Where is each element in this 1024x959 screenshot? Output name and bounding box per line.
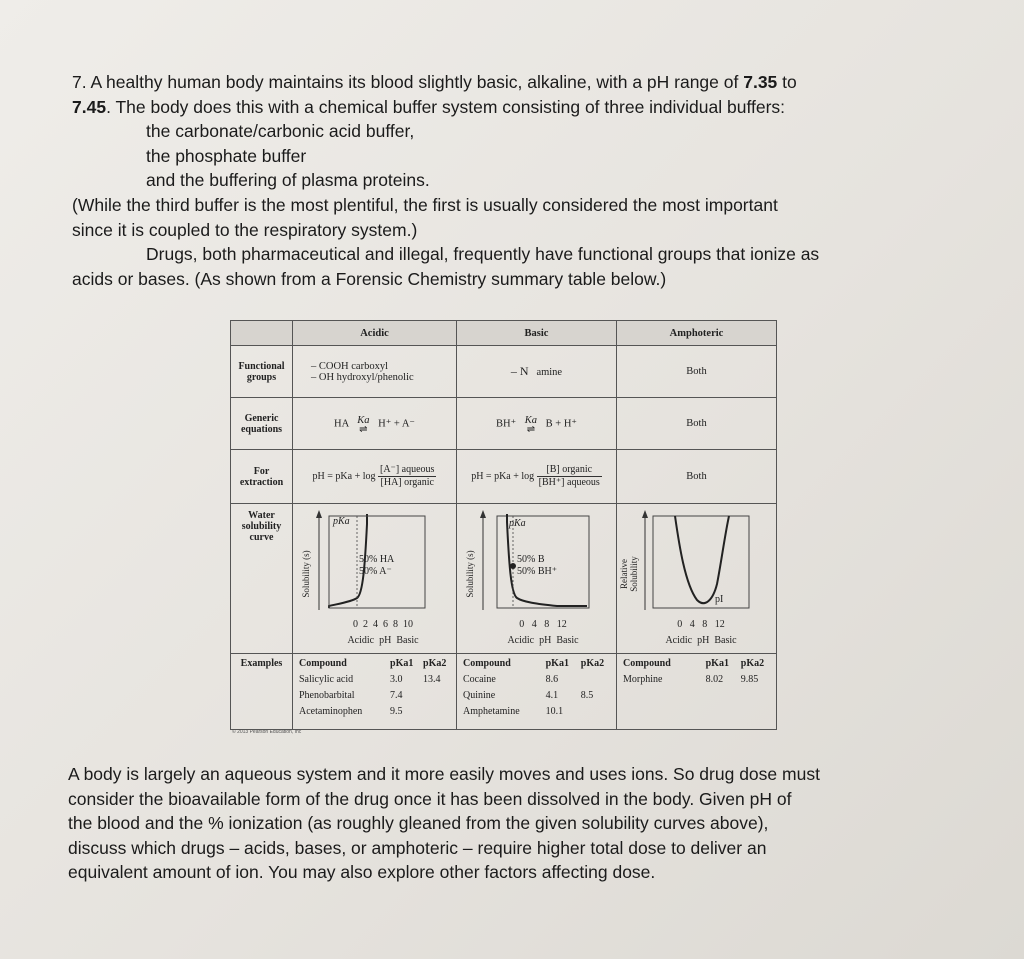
basic-examples-head: Compound pKa1 pKa2 — [463, 658, 605, 669]
drugs-line-1: Drugs, both pharmaceutical and illegal, frequently have functional groups that ionize as — [146, 244, 820, 265]
acidic-x-axis-label: Acidic pH Basic — [347, 635, 419, 646]
basic-examples-table — [460, 656, 613, 720]
equilibrium-arrow-icon: Ka ⇌ — [357, 414, 370, 435]
acidic-curve-plot — [293, 504, 457, 650]
amine-symbol: – N — [510, 364, 529, 378]
row-examples — [231, 654, 777, 730]
acidic-examples-table — [296, 656, 453, 720]
paren-line-1: (While the third buffer is the most plentiful, the first is usually considered the most important — [72, 194, 778, 215]
question-line-2: 7.45. The body does this with a chemical buffer system consisting of three individual buffers: — [72, 96, 786, 117]
discussion-prompt — [68, 762, 948, 885]
row-label-water: Water solubility curve — [231, 504, 293, 654]
basic-extraction-equation: pH = pKa + log $\frac{\text{[B] organic}}{\text{[BH⁺] aqueous}}$ — [457, 450, 617, 504]
forensic-summary-table — [230, 320, 776, 726]
amphoteric-examples — [617, 654, 777, 730]
amph-ticks: 0 4 8 12 — [677, 619, 725, 630]
basic-ylabel: Solubility (s) — [465, 550, 475, 598]
acidic-examples — [293, 654, 457, 730]
basic-y-arrow-icon — [480, 510, 486, 518]
acidic-examples-head: Compound pKa1 pKa2 — [299, 658, 447, 669]
row-label-examples: Examples — [231, 654, 293, 730]
drugs-line-2: acids or bases. (As shown from a Forensic Chemistry summary table below.) — [72, 268, 667, 289]
header-amphoteric: Amphoteric — [617, 321, 777, 346]
paren-line-2: since it is coupled to the respiratory system.) — [72, 219, 418, 240]
row-generic-equations — [231, 398, 777, 450]
amphoteric-extraction: Both — [617, 450, 777, 504]
basic-functional-groups: – N amine — [457, 346, 617, 398]
amphoteric-functional-groups: Both — [617, 346, 777, 398]
ph-high: 7.45 — [72, 96, 107, 117]
row-functional-groups — [231, 346, 777, 398]
footer-line-2: consider the bioavailable form of the drug once it has been dissolved in the body. Given pH of — [68, 788, 792, 809]
row-label-generic: Generic equations — [231, 398, 293, 450]
buffer-1: the carbonate/carbonic acid buffer, — [146, 121, 415, 142]
buffer-3: and the buffering of plasma proteins. — [146, 170, 430, 191]
table-row: Morphine 8.02 9.85 — [623, 674, 759, 685]
row-label-extraction: For extraction — [231, 450, 293, 504]
row-water-solubility — [231, 504, 777, 654]
basic-midpoint-dot — [510, 563, 516, 569]
amphoteric-curve-plot — [617, 504, 777, 650]
amph-ylabel-2: Solubility — [629, 556, 639, 592]
acidic-y-arrow-icon — [316, 510, 322, 518]
question-line-1: 7. A healthy human body maintains its blood slightly basic, alkaline, with a pH range of 7.35 to — [72, 72, 797, 92]
acidic-pka-label: pKa — [333, 516, 350, 527]
basic-note-b: 50% B — [517, 554, 545, 565]
buffer-2: the phosphate buffer — [146, 145, 307, 166]
basic-pka-label: pKa — [509, 518, 526, 529]
amph-ylabel-1: Relative — [619, 559, 629, 589]
acidic-solubility-curve — [293, 504, 457, 654]
footer-line-1: A body is largely an aqueous system and it more easily moves and uses ions. So drug dose must — [68, 764, 820, 784]
corner-cell — [231, 321, 293, 346]
amphoteric-solubility-curve — [617, 504, 777, 654]
header-basic: Basic — [457, 321, 617, 346]
acidic-ticks: 0 2 4 6 8 10 — [353, 619, 413, 630]
acidic-ylabel: Solubility (s) — [301, 550, 311, 598]
header-acidic: Acidic — [293, 321, 457, 346]
footer-line-4: discuss which drugs – acids, bases, or amphoteric – require higher total dose to deliver an — [68, 837, 767, 858]
table-row: Amphetamine 10.1 — [463, 706, 564, 717]
amphoteric-generic: Both — [617, 398, 777, 450]
amphoteric-examples-head: Compound pKa1 pKa2 — [623, 658, 765, 669]
amph-curve — [675, 516, 729, 603]
basic-ticks: 0 4 8 12 — [519, 619, 567, 630]
basic-curve-plot — [457, 504, 617, 650]
table-row: Quinine 4.1 8.5 — [463, 690, 594, 701]
footer-line-5: equivalent amount of ion. You may also explore other factors affecting dose. — [68, 862, 656, 883]
basic-solubility-curve — [457, 504, 617, 654]
acidic-note-a: 50% A⁻ — [359, 566, 392, 577]
basic-examples — [457, 654, 617, 730]
row-label-functional: Functional groups — [231, 346, 293, 398]
acidic-extraction-equation: pH = pKa + log $\frac{\text{[A⁻] aqueous}}{\text{[HA] organic}}$ — [293, 450, 457, 504]
basic-generic-equation: BH⁺ Ka ⇌ B + H⁺ — [457, 398, 617, 450]
table-row: Salicylic acid 3.0 13.4 — [299, 674, 441, 685]
amph-y-arrow-icon — [642, 510, 648, 518]
basic-note-bh: 50% BH⁺ — [517, 566, 557, 577]
amph-plot-box — [653, 516, 749, 608]
ph-low: 7.35 — [743, 72, 778, 92]
footer-line-3: the blood and the % ionization (as roughly gleaned from the given solubility curves above), — [68, 813, 769, 834]
acidic-note-ha: 50% HA — [359, 554, 395, 565]
amph-pi-label: pI — [715, 594, 724, 605]
table-row: Phenobarbital 7.4 — [299, 690, 403, 701]
basic-x-axis-label: Acidic pH Basic — [507, 635, 579, 646]
copyright-notice: © 2013 Pearson Education, Inc — [232, 729, 302, 735]
amph-x-axis-label: Acidic pH Basic — [665, 635, 737, 646]
acidic-functional-groups: – COOH carboxyl – OH hydroxyl/phenolic — [293, 346, 457, 398]
question-text — [72, 70, 952, 291]
amphoteric-examples-table — [620, 656, 773, 688]
table-row: Acetaminophen 9.5 — [299, 706, 403, 717]
acidic-generic-equation: HA Ka ⇌ H⁺ + A⁻ — [293, 398, 457, 450]
table-row: Cocaine 8.6 — [463, 674, 559, 685]
equilibrium-arrow-icon: Ka ⇌ — [524, 414, 538, 435]
row-extraction — [231, 450, 777, 504]
